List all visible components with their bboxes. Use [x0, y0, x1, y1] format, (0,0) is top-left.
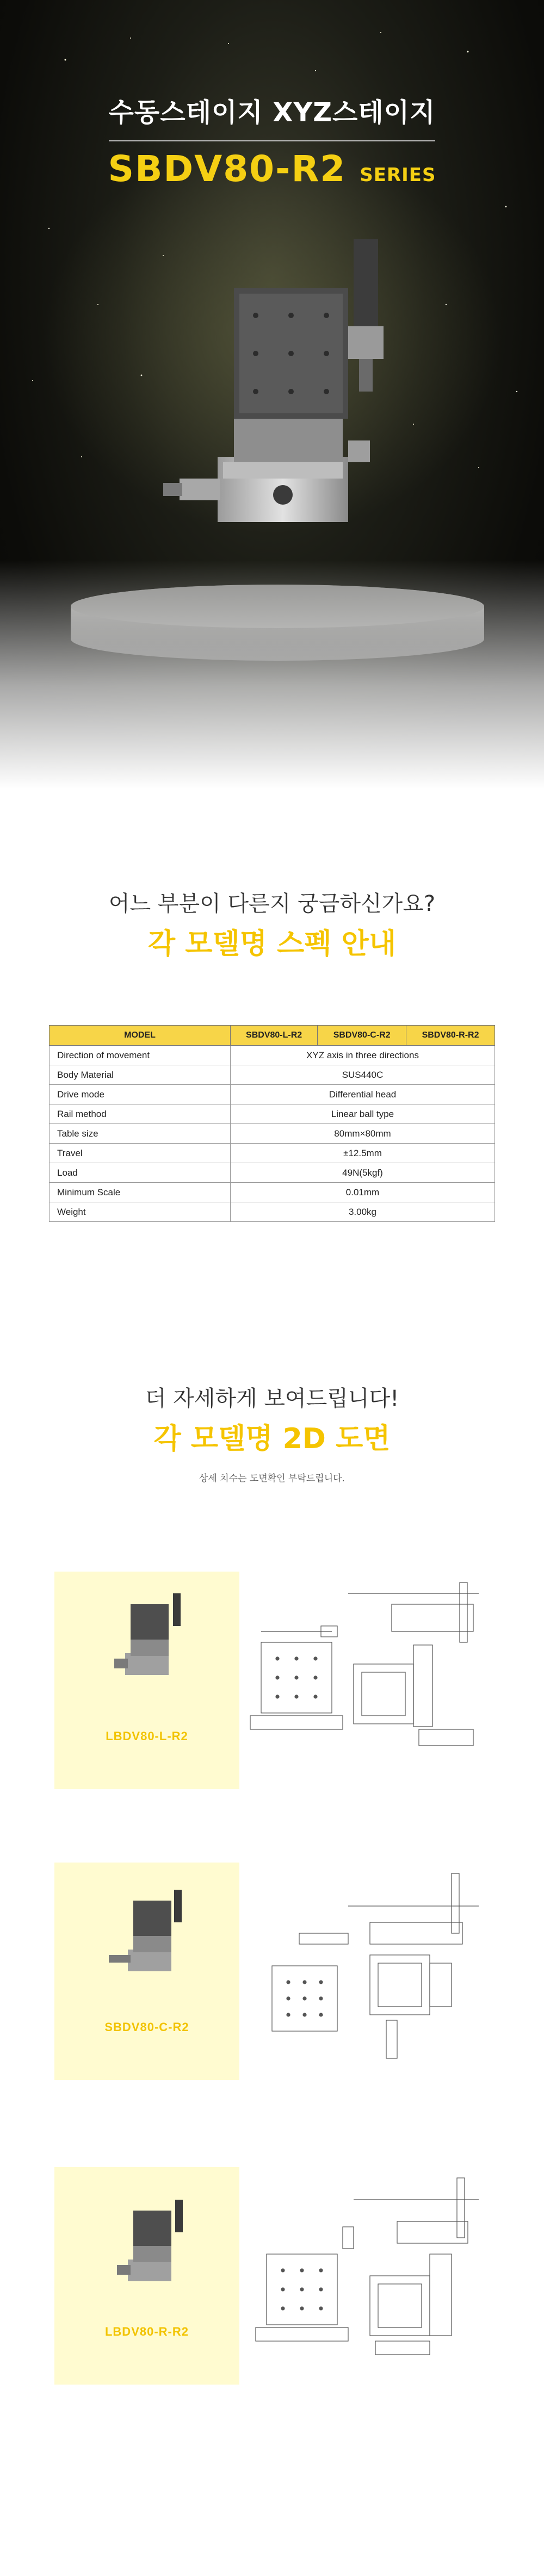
model-drawing-panel	[239, 1572, 490, 1789]
model-photo-panel	[54, 2167, 239, 2385]
drawing-heading: 각 모델명 2D 도면	[153, 1423, 391, 1455]
model-photo-c	[54, 1863, 239, 2080]
drawing-intro: 더 자세하게 보여드립니다!	[145, 1386, 399, 1411]
row-value: XYZ axis in three directions	[231, 1046, 495, 1065]
model-card-r	[54, 2167, 490, 2385]
drawing-2d-l	[239, 1572, 490, 1789]
row-label: Minimum Scale	[50, 1183, 231, 1202]
spec-table	[49, 1025, 495, 1222]
table-row	[50, 1104, 495, 1124]
hero-subtitle: 수동스테이지 XYZ스테이지	[108, 97, 436, 128]
table-row	[50, 1085, 495, 1104]
row-value: 0.01mm	[231, 1183, 495, 1202]
row-value: 49N(5kgf)	[231, 1163, 495, 1183]
table-row	[50, 1163, 495, 1183]
row-value: Linear ball type	[231, 1104, 495, 1124]
model-photo-panel	[54, 1572, 239, 1789]
model-label: SBDV80-C-R2	[104, 2020, 189, 2034]
hero-title-series: SERIES	[360, 164, 436, 186]
spec-heading: 각 모델명 스펙 안내	[147, 928, 397, 960]
hero-fade	[0, 560, 544, 789]
header-model: MODEL	[50, 1026, 231, 1046]
row-value: SUS440C	[231, 1065, 495, 1085]
header-model-c: SBDV80-C-R2	[318, 1026, 406, 1046]
model-label: LBDV80-L-R2	[106, 1729, 188, 1743]
header-model-l: SBDV80-L-R2	[231, 1026, 318, 1046]
drawing-note: 상세 치수는 도면확인 부탁드립니다.	[199, 1473, 345, 1484]
drawing-2d-r	[239, 2167, 490, 2385]
drawing-section-header	[0, 1381, 544, 1484]
model-photo-l	[54, 1572, 239, 1789]
table-row	[50, 1065, 495, 1085]
row-label: Rail method	[50, 1104, 231, 1124]
table-row	[50, 1183, 495, 1202]
row-value: Differential head	[231, 1085, 495, 1104]
row-value: ±12.5mm	[231, 1144, 495, 1163]
table-row	[50, 1046, 495, 1065]
row-value: 3.00kg	[231, 1202, 495, 1222]
row-label: Table size	[50, 1124, 231, 1144]
table-row	[50, 1124, 495, 1144]
row-label: Weight	[50, 1202, 231, 1222]
drawing-2d-c	[239, 1863, 490, 2080]
model-card-l	[54, 1572, 490, 1789]
row-label: Direction of movement	[50, 1046, 231, 1065]
hero-title	[0, 148, 544, 190]
table-row	[50, 1144, 495, 1163]
spec-section-header	[0, 886, 544, 961]
model-drawing-panel	[239, 1863, 490, 2080]
model-label: LBDV80-R-R2	[104, 2325, 189, 2338]
spec-table-header	[50, 1026, 495, 1046]
row-label: Travel	[50, 1144, 231, 1163]
hero-title-main: SBDV80-R2	[108, 148, 347, 190]
header-model-r: SBDV80-R-R2	[406, 1026, 495, 1046]
model-card-c	[54, 1863, 490, 2080]
row-label: Body Material	[50, 1065, 231, 1085]
spec-question: 어느 부분이 다른지 궁금하신가요?	[108, 891, 436, 916]
row-value: 80mm×80mm	[231, 1124, 495, 1144]
model-photo-panel	[54, 1863, 239, 2080]
hero-banner	[0, 0, 544, 789]
hero-divider	[109, 140, 435, 141]
table-row	[50, 1202, 495, 1222]
row-label: Load	[50, 1163, 231, 1183]
model-drawing-panel	[239, 2167, 490, 2385]
model-photo-r	[54, 2167, 239, 2385]
row-label: Drive mode	[50, 1085, 231, 1104]
